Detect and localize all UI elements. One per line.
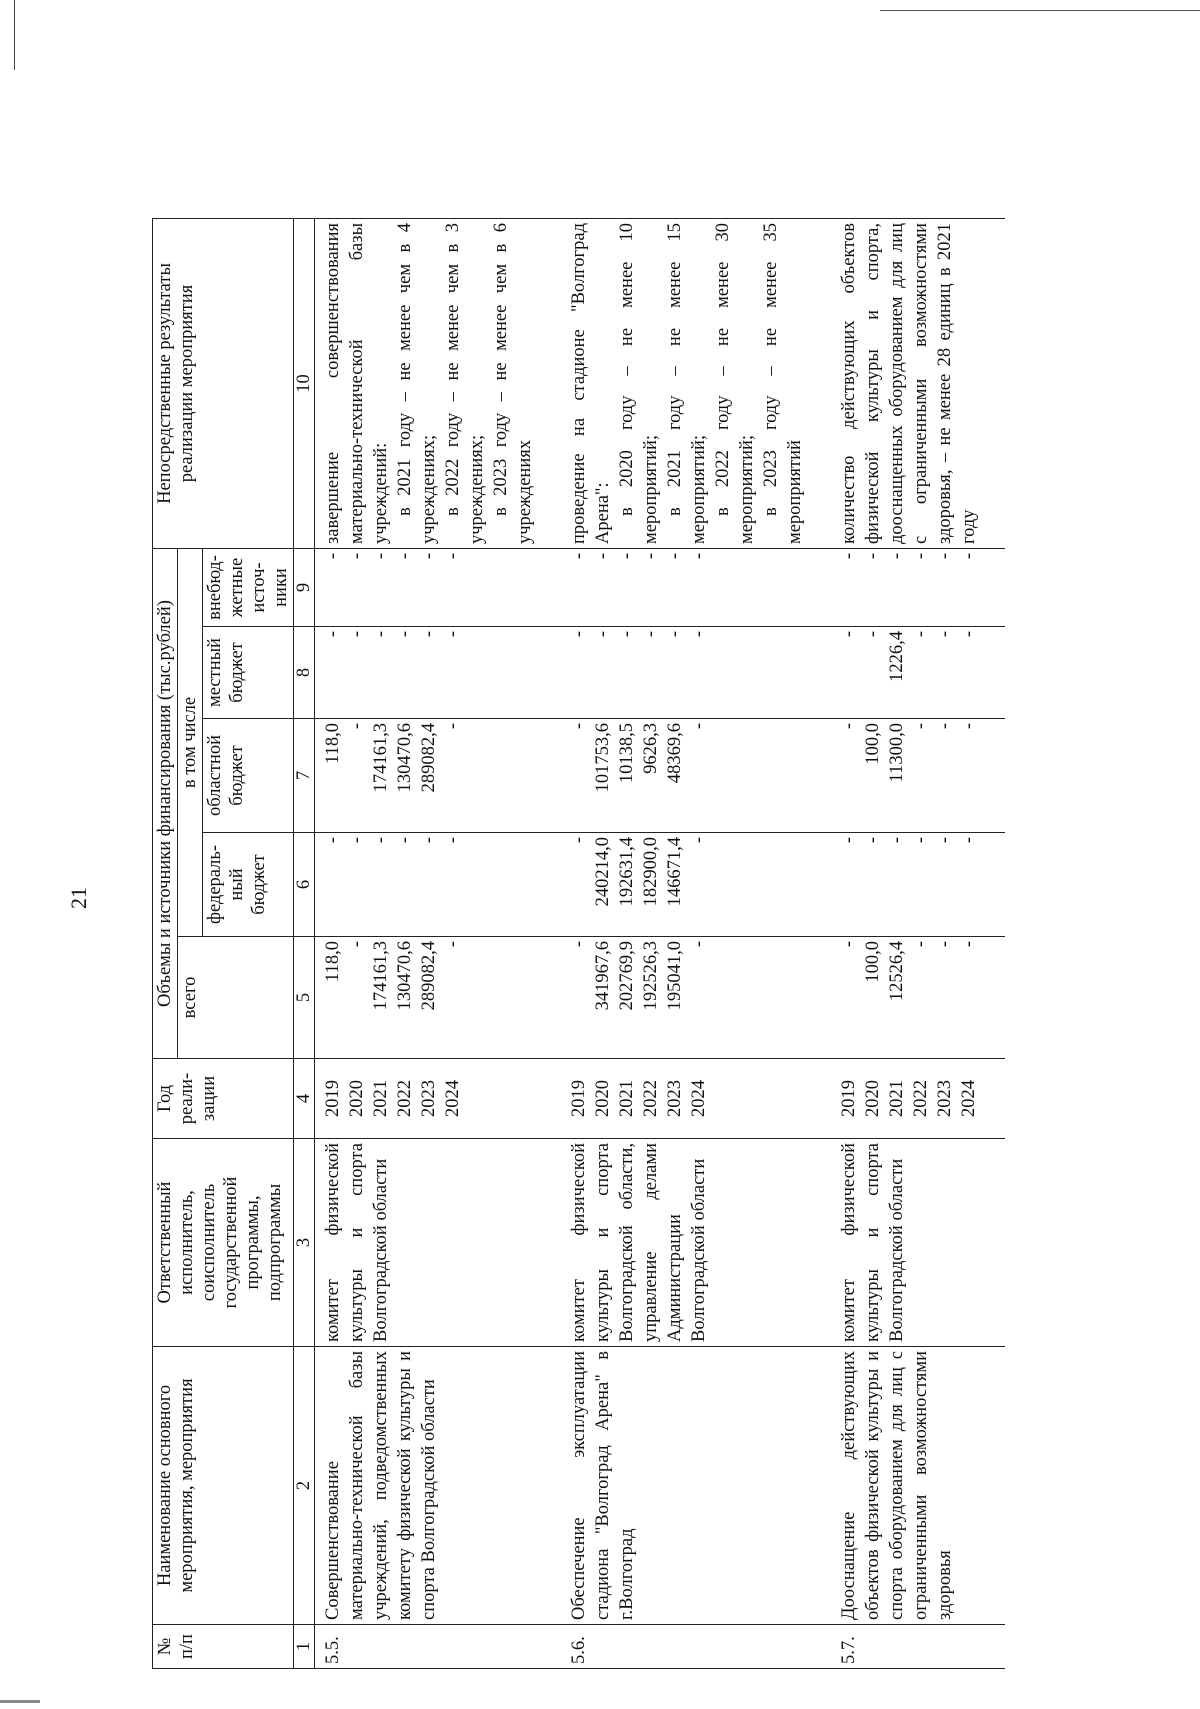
- activity-name: Дооснащение действующих объектов физической культуры и спорта оборудованием для лиц с ограниченными возможностями здоровья: [831, 1347, 1005, 1625]
- years-list: 2019 2020 2021 2022 2023 2024: [315, 1059, 562, 1139]
- header-federal: федераль- ный бюджет: [203, 833, 294, 937]
- extra-values: - - - - - -: [315, 549, 562, 627]
- total-values: - 100,0 12526,4 - - -: [831, 937, 1005, 1059]
- page-number: 21: [66, 887, 91, 909]
- activity-name: Совершенствование материально-технической базы учреждений, подведомственных комитету физической культуры и спорта Волгоградской области: [315, 1347, 562, 1625]
- result-line: в 2021 году – не менее чем в 4 учреждениях;: [395, 223, 439, 544]
- program-table: [152, 218, 1005, 1669]
- expected-results: [831, 219, 1005, 549]
- header-financing: Объемы и источники финансирования (тыс.рублей): [153, 549, 178, 1059]
- column-number: 3: [294, 1139, 315, 1347]
- responsible-executor: комитет физической культуры и спорта Волгоградской области, управление делами Администрации Волгоградской области: [561, 1139, 831, 1347]
- result-line: в 2020 году – не менее 10 мероприятий;: [617, 223, 661, 544]
- federal-values: - - - - - -: [831, 833, 1005, 937]
- column-number: 5: [294, 937, 315, 1059]
- regional-values: 118,0 - 174161,3 130470,6 289082,4 -: [315, 719, 562, 833]
- responsible-executor: комитет физической культуры и спорта Волгоградской области: [315, 1139, 562, 1347]
- years-list: 2019 2020 2021 2022 2023 2024: [561, 1059, 831, 1139]
- result-line: в 2023 году – не менее чем в 6 учреждениях: [491, 223, 535, 544]
- column-number: 9: [294, 549, 315, 627]
- local-values: - - 1226,4 - - -: [831, 627, 1005, 719]
- column-number: 7: [294, 719, 315, 833]
- federal-values: - 240214,0 192631,4 182900,0 146671,4 -: [561, 833, 831, 937]
- rotated-page: [0, 70, 1120, 1709]
- result-line: проведение на стадионе "Волгоград Арена":: [569, 223, 613, 544]
- header-num: № п/п: [153, 1625, 294, 1669]
- result-line: в 2021 году – не менее 15 мероприятий;: [665, 223, 709, 544]
- column-numbers-row: [294, 219, 315, 1669]
- result-line: в 2023 году – не менее 35 мероприятий: [761, 223, 805, 544]
- column-number: 2: [294, 1347, 315, 1625]
- total-values: - 341967,6 202769,9 192526,3 195041,0 -: [561, 937, 831, 1059]
- responsible-executor: комитет физической культуры и спорта Волгоградской области: [831, 1139, 1005, 1347]
- column-number: 4: [294, 1059, 315, 1139]
- table-row-5-7: [831, 219, 1005, 1669]
- result-line: в 2022 году – не менее 30 мероприятий;: [713, 223, 757, 544]
- extra-values: - - - - - -: [831, 549, 1005, 627]
- years-list: 2019 2020 2021 2022 2023 2024: [831, 1059, 1005, 1139]
- header-results: Непосредственные результаты реализации мероприятия: [153, 219, 294, 549]
- regional-values: - 100,0 11300,0 - - -: [831, 719, 1005, 833]
- scan-edge-line-top: [880, 10, 1200, 11]
- total-values: 118,0 - 174161,3 130470,6 289082,4 -: [315, 937, 562, 1059]
- local-values: - - - - - -: [561, 627, 831, 719]
- table-row-5-5: [315, 219, 562, 1669]
- column-number: 1: [294, 1625, 315, 1669]
- extra-values: - - - - - -: [561, 549, 831, 627]
- result-line: количество действующих объектов физической культуры и спорта, дооснащенных оборудованием для лиц с ограниченными возможностями здоровья, – не менее 28 единиц в 2021 году: [839, 223, 979, 544]
- column-number: 10: [294, 219, 315, 549]
- regional-values: - 101753,6 10138,5 9626,3 48369,6 -: [561, 719, 831, 833]
- header-name: Наименование основного мероприятия, мероприятия: [153, 1347, 294, 1625]
- expected-results: [315, 219, 562, 549]
- header-including: в том числе: [178, 549, 203, 937]
- result-line: в 2022 году – не менее чем в 3 учреждениях;: [443, 223, 487, 544]
- header-year: Год реали- зации: [153, 1059, 294, 1139]
- header-total: всего: [178, 937, 294, 1059]
- header-responsible: Ответственный исполнитель, соисполнитель государственной программы, подпрограммы: [153, 1139, 294, 1347]
- federal-values: - - - - - -: [315, 833, 562, 937]
- column-number: 8: [294, 627, 315, 719]
- scan-edge-line: [14, 0, 15, 70]
- header-regional: областной бюджет: [203, 719, 294, 833]
- header-extra: внебюд- жетные источ- ники: [203, 549, 294, 627]
- result-line: завершение совершенствования материально-технической базы учреждений:: [323, 223, 391, 544]
- header-local: местный бюджет: [203, 627, 294, 719]
- row-number: 5.6.: [561, 1625, 831, 1669]
- local-values: - - - - - -: [315, 627, 562, 719]
- table-row-5-6: [561, 219, 831, 1669]
- row-number: 5.7.: [831, 1625, 1005, 1669]
- activity-name: Обеспечение эксплуатации стадиона "Волгоград Арена" в г.Волгоград: [561, 1347, 831, 1625]
- row-number: 5.5.: [315, 1625, 562, 1669]
- column-number: 6: [294, 833, 315, 937]
- expected-results: [561, 219, 831, 549]
